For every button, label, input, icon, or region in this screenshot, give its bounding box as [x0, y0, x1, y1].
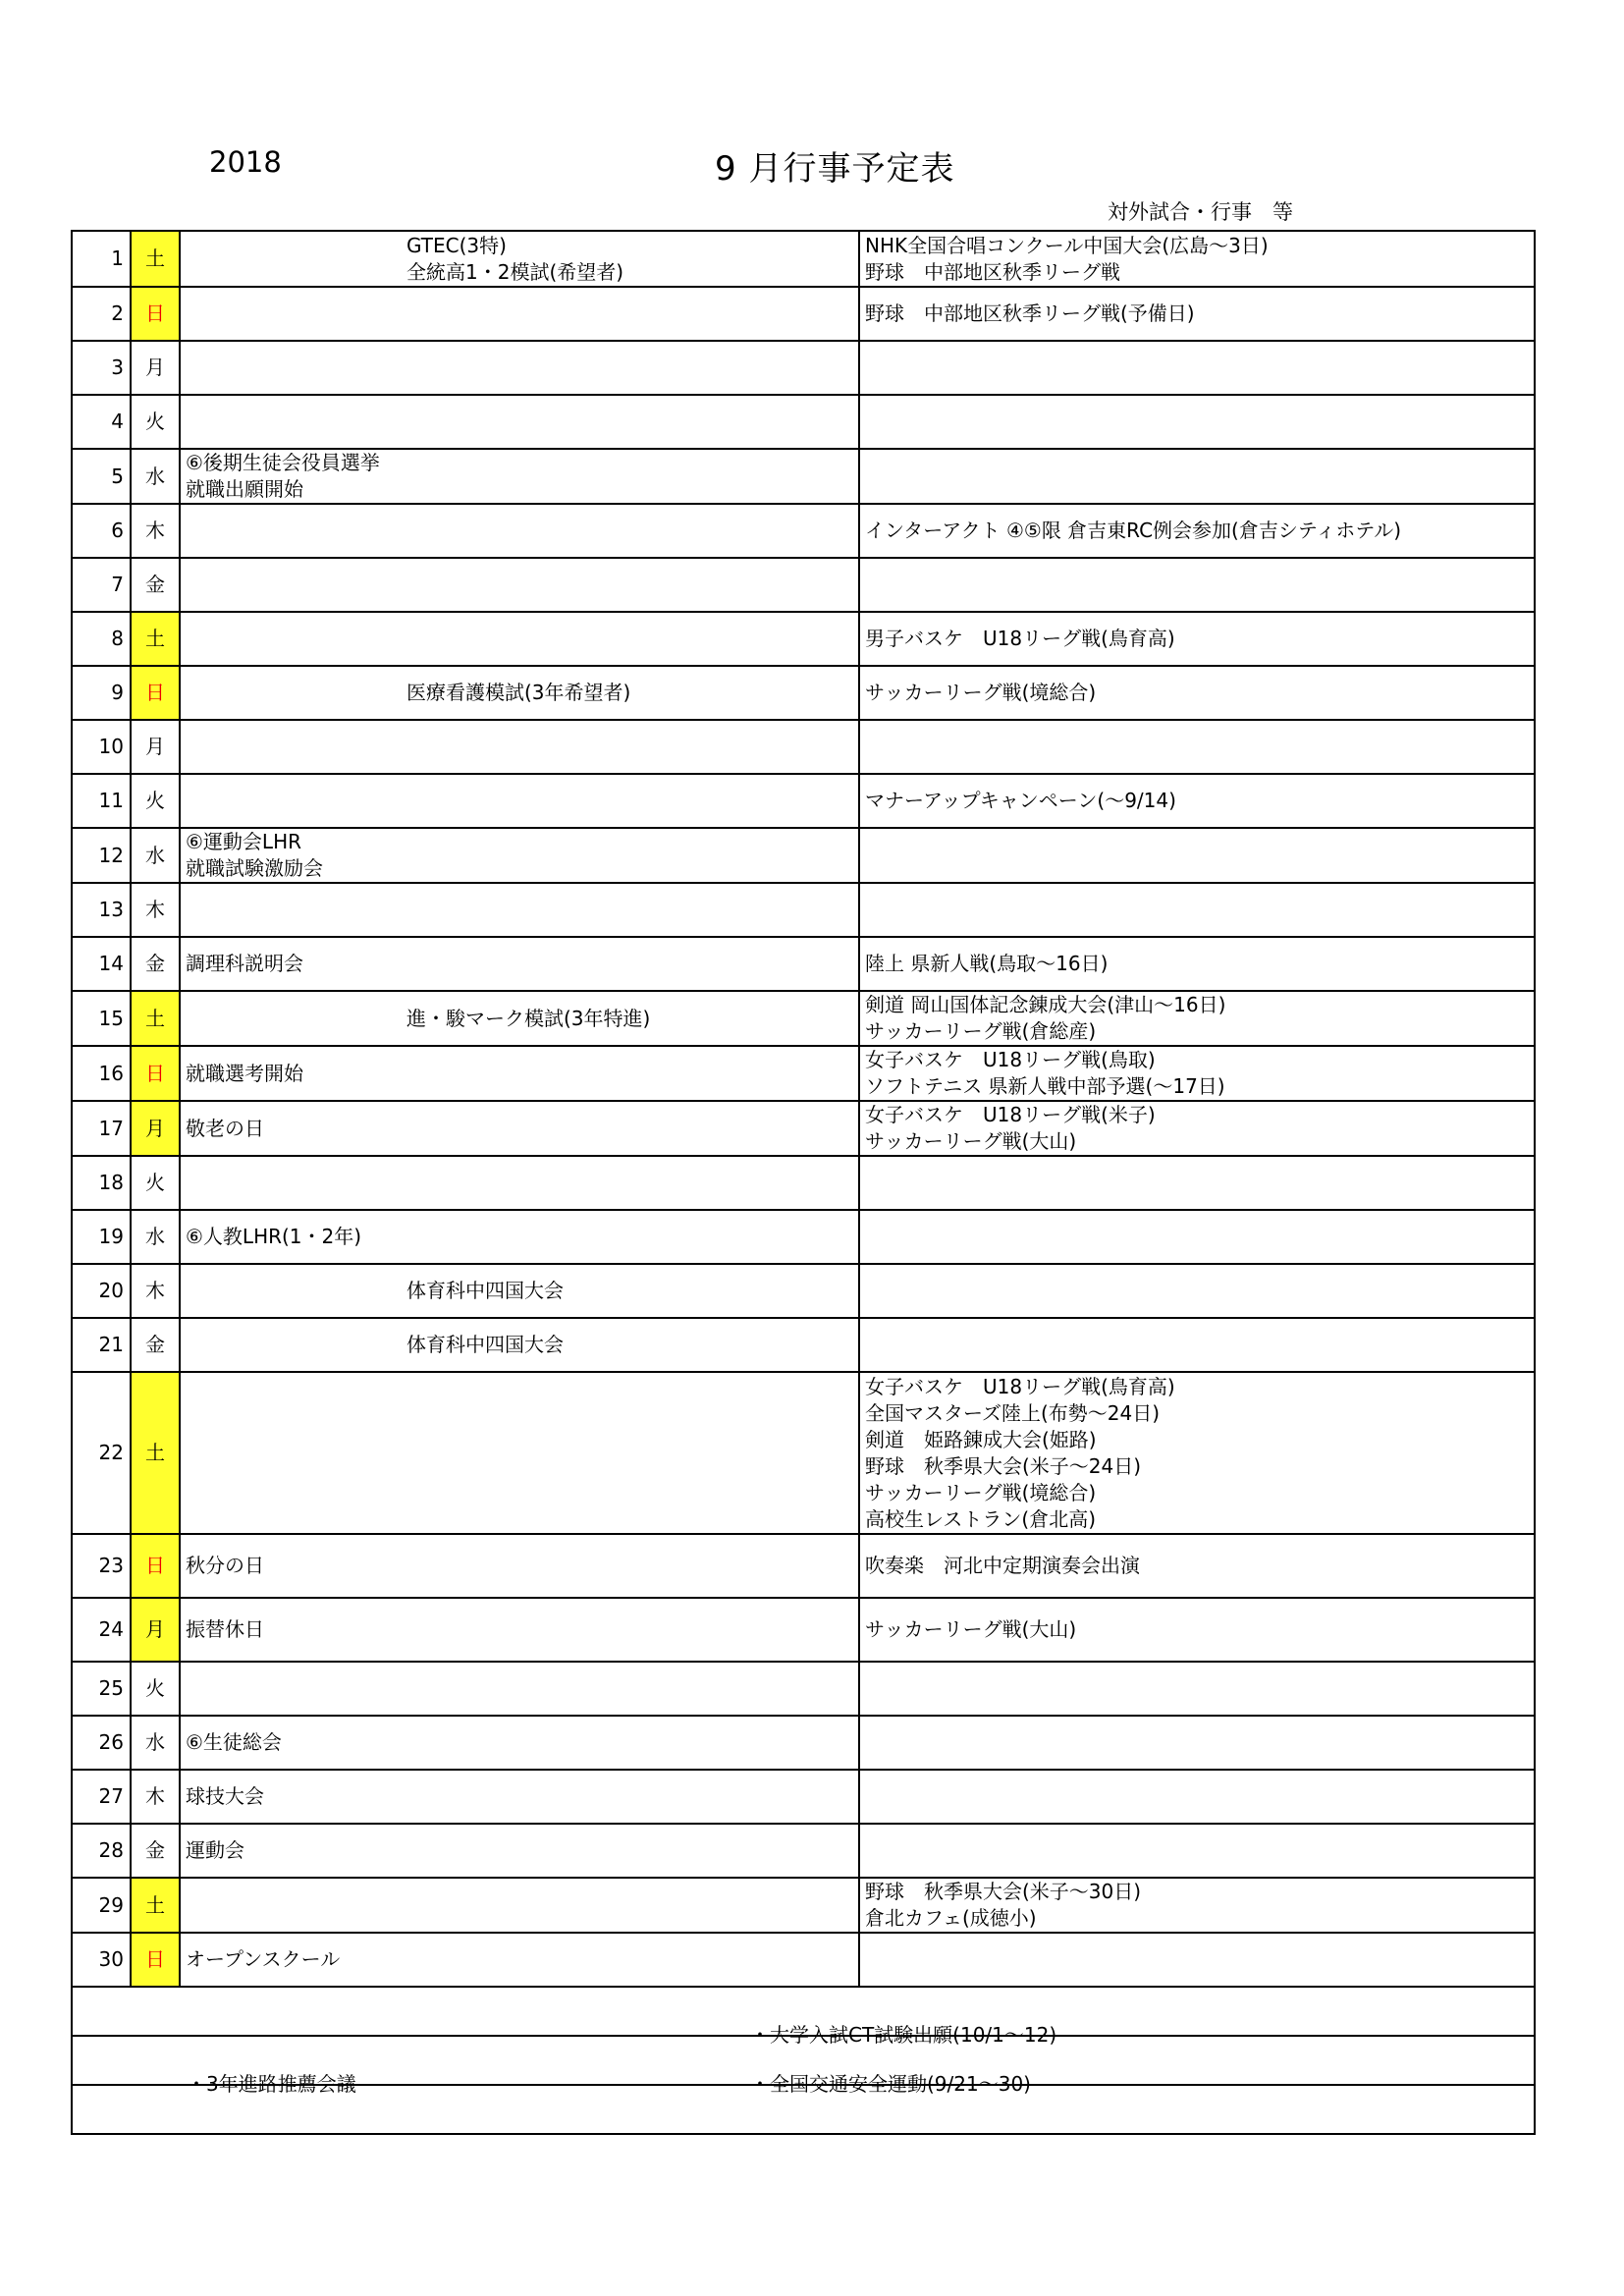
schedule-row [72, 231, 1535, 287]
day-number: 4 [72, 395, 131, 449]
weekday: 日 [131, 666, 180, 720]
school-event [180, 395, 859, 449]
school-event [180, 558, 859, 612]
day-number: 20 [72, 1264, 131, 1318]
external-event [859, 395, 1535, 449]
school-event [180, 1878, 859, 1933]
day-number: 11 [72, 774, 131, 828]
weekday: 木 [131, 1264, 180, 1318]
school-event: オープンスクール [180, 1933, 859, 1987]
day-number: 1 [72, 231, 131, 287]
schedule-row [72, 449, 1535, 504]
school-event [180, 1156, 859, 1210]
weekday: 水 [131, 1210, 180, 1264]
schedule-row [72, 666, 1535, 720]
weekday: 木 [131, 1770, 180, 1824]
school-event [180, 1318, 859, 1372]
external-event: 陸上 県新人戦(鳥取～16日) [859, 937, 1535, 991]
day-number: 15 [72, 991, 131, 1046]
external-event [859, 558, 1535, 612]
schedule-row [72, 558, 1535, 612]
weekday: 月 [131, 1598, 180, 1662]
school-event-text: 医療看護模試(3年希望者) [406, 681, 631, 704]
note-row-1 [72, 1987, 1535, 2036]
schedule-row [72, 1264, 1535, 1318]
weekday: 火 [131, 1662, 180, 1716]
schedule-row [72, 1210, 1535, 1264]
school-event: 運動会 [180, 1824, 859, 1878]
external-event [859, 1662, 1535, 1716]
external-event: 剣道 岡山国体記念錬成大会(津山～16日) サッカーリーグ戦(倉総産) [859, 991, 1535, 1046]
weekday: 水 [131, 1716, 180, 1770]
weekday: 日 [131, 1933, 180, 1987]
weekday: 土 [131, 991, 180, 1046]
external-event: 男子バスケ U18リーグ戦(鳥育高) [859, 612, 1535, 666]
external-event [859, 1933, 1535, 1987]
external-event: 吹奏楽 河北中定期演奏会出演 [859, 1534, 1535, 1598]
weekday: 金 [131, 937, 180, 991]
school-event: 調理科説明会 [180, 937, 859, 991]
day-number: 2 [72, 287, 131, 341]
weekday: 水 [131, 449, 180, 504]
external-event: 女子バスケ U18リーグ戦(米子) サッカーリーグ戦(大山) [859, 1101, 1535, 1156]
day-number: 3 [72, 341, 131, 395]
day-number: 30 [72, 1933, 131, 1987]
day-number: 12 [72, 828, 131, 883]
day-number: 9 [72, 666, 131, 720]
weekday: 木 [131, 883, 180, 937]
weekday: 月 [131, 341, 180, 395]
school-event: 振替休日 [180, 1598, 859, 1662]
weekday: 土 [131, 231, 180, 287]
day-number: 28 [72, 1824, 131, 1878]
weekday: 金 [131, 558, 180, 612]
external-event [859, 341, 1535, 395]
school-event: ⑥後期生徒会役員選挙 就職出願開始 [180, 449, 859, 504]
day-number: 16 [72, 1046, 131, 1101]
schedule-row [72, 1770, 1535, 1824]
schedule-row [72, 991, 1535, 1046]
external-event [859, 1716, 1535, 1770]
external-event [859, 883, 1535, 937]
school-event [180, 883, 859, 937]
weekday: 金 [131, 1824, 180, 1878]
schedule-row [72, 1534, 1535, 1598]
school-event [180, 287, 859, 341]
day-number: 26 [72, 1716, 131, 1770]
external-event [859, 720, 1535, 774]
day-number: 25 [72, 1662, 131, 1716]
school-event-text: 体育科中四国大会 [406, 1279, 564, 1302]
school-event: ⑥生徒総会 [180, 1716, 859, 1770]
day-number: 23 [72, 1534, 131, 1598]
day-number: 21 [72, 1318, 131, 1372]
day-number: 19 [72, 1210, 131, 1264]
weekday: 土 [131, 1372, 180, 1534]
schedule-row [72, 1716, 1535, 1770]
school-event [180, 1662, 859, 1716]
day-number: 8 [72, 612, 131, 666]
weekday: 土 [131, 612, 180, 666]
external-event [859, 1264, 1535, 1318]
year: 2018 [209, 145, 282, 179]
school-event [180, 666, 859, 720]
schedule-row [72, 504, 1535, 558]
schedule-row [72, 1878, 1535, 1933]
schedule-row [72, 1598, 1535, 1662]
schedule-row [72, 612, 1535, 666]
day-number: 6 [72, 504, 131, 558]
weekday: 水 [131, 828, 180, 883]
external-event: サッカーリーグ戦(境総合) [859, 666, 1535, 720]
schedule-row [72, 774, 1535, 828]
day-number: 14 [72, 937, 131, 991]
schedule-row [72, 287, 1535, 341]
weekday: 日 [131, 1534, 180, 1598]
note-exam-application: ・大学入試CT試験出願(10/1～12) [750, 2023, 1057, 2047]
external-column-note: 対外試合・行事 等 [1108, 200, 1293, 224]
weekday: 金 [131, 1318, 180, 1372]
external-event: 野球 中部地区秋季リーグ戦(予備日) [859, 287, 1535, 341]
schedule-row [72, 720, 1535, 774]
school-event: 秋分の日 [180, 1534, 859, 1598]
external-event: 女子バスケ U18リーグ戦(鳥育高) 全国マスターズ陸上(布勢～24日) 剣道 姫路錬成大会(姫路) 野球 秋季県大会(米子～24日) サッカーリーグ戦(境総合) 高校生レストラン(倉北高) [859, 1372, 1535, 1534]
weekday: 日 [131, 287, 180, 341]
school-event-text: 進・駿マーク模試(3年特進) [406, 1006, 651, 1030]
external-event [859, 1770, 1535, 1824]
schedule-row [72, 1933, 1535, 1987]
schedule-row [72, 1824, 1535, 1878]
note-recommendation-meeting: ・3年進路推薦会議 [187, 2072, 356, 2096]
school-event: ⑥運動会LHR 就職試験激励会 [180, 828, 859, 883]
schedule-table [71, 230, 1536, 2135]
schedule-row [72, 1101, 1535, 1156]
school-event: 就職選考開始 [180, 1046, 859, 1101]
external-event: 野球 秋季県大会(米子～30日) 倉北カフェ(成徳小) [859, 1878, 1535, 1933]
schedule-row [72, 883, 1535, 937]
day-number: 27 [72, 1770, 131, 1824]
schedule-row [72, 395, 1535, 449]
schedule-row [72, 937, 1535, 991]
external-event: 女子バスケ U18リーグ戦(鳥取) ソフトテニス 県新人戦中部予選(～17日) [859, 1046, 1535, 1101]
schedule-body [72, 231, 1535, 1987]
external-event: マナーアップキャンペーン(～9/14) [859, 774, 1535, 828]
school-event [180, 1264, 859, 1318]
day-number: 10 [72, 720, 131, 774]
external-event: サッカーリーグ戦(大山) [859, 1598, 1535, 1662]
school-event-text: 体育科中四国大会 [406, 1333, 564, 1356]
schedule-row [72, 1046, 1535, 1101]
day-number: 5 [72, 449, 131, 504]
weekday: 木 [131, 504, 180, 558]
school-event: ⑥人教LHR(1・2年) [180, 1210, 859, 1264]
external-event [859, 828, 1535, 883]
school-event [180, 774, 859, 828]
school-event-text: GTEC(3特) 全統高1・2模試(希望者) [406, 233, 624, 284]
weekday: 月 [131, 1101, 180, 1156]
day-number: 24 [72, 1598, 131, 1662]
external-event: インターアクト ④⑤限 倉吉東RC例会参加(倉吉シティホテル) [859, 504, 1535, 558]
schedule-row [72, 1156, 1535, 1210]
day-number: 17 [72, 1101, 131, 1156]
school-event: 球技大会 [180, 1770, 859, 1824]
weekday: 月 [131, 720, 180, 774]
school-event [180, 504, 859, 558]
external-event [859, 1824, 1535, 1878]
day-number: 18 [72, 1156, 131, 1210]
school-event [180, 991, 859, 1046]
school-event [180, 231, 859, 287]
external-event [859, 1156, 1535, 1210]
schedule-row [72, 1662, 1535, 1716]
day-number: 7 [72, 558, 131, 612]
note-traffic-safety: ・全国交通安全運動(9/21～30) [750, 2072, 1031, 2096]
weekday: 火 [131, 774, 180, 828]
schedule-row [72, 341, 1535, 395]
external-event [859, 1210, 1535, 1264]
weekday: 火 [131, 395, 180, 449]
weekday: 火 [131, 1156, 180, 1210]
day-number: 13 [72, 883, 131, 937]
school-event [180, 341, 859, 395]
school-event [180, 720, 859, 774]
school-event: 敬老の日 [180, 1101, 859, 1156]
school-event [180, 1372, 859, 1534]
external-event: NHK全国合唱コンクール中国大会(広島～3日) 野球 中部地区秋季リーグ戦 [859, 231, 1535, 287]
page-title: 9 月行事予定表 [715, 149, 955, 189]
day-number: 22 [72, 1372, 131, 1534]
schedule-row [72, 1318, 1535, 1372]
weekday: 土 [131, 1878, 180, 1933]
external-event [859, 1318, 1535, 1372]
schedule-row [72, 828, 1535, 883]
day-number: 29 [72, 1878, 131, 1933]
external-event [859, 449, 1535, 504]
weekday: 日 [131, 1046, 180, 1101]
school-event [180, 612, 859, 666]
schedule-row [72, 1372, 1535, 1534]
